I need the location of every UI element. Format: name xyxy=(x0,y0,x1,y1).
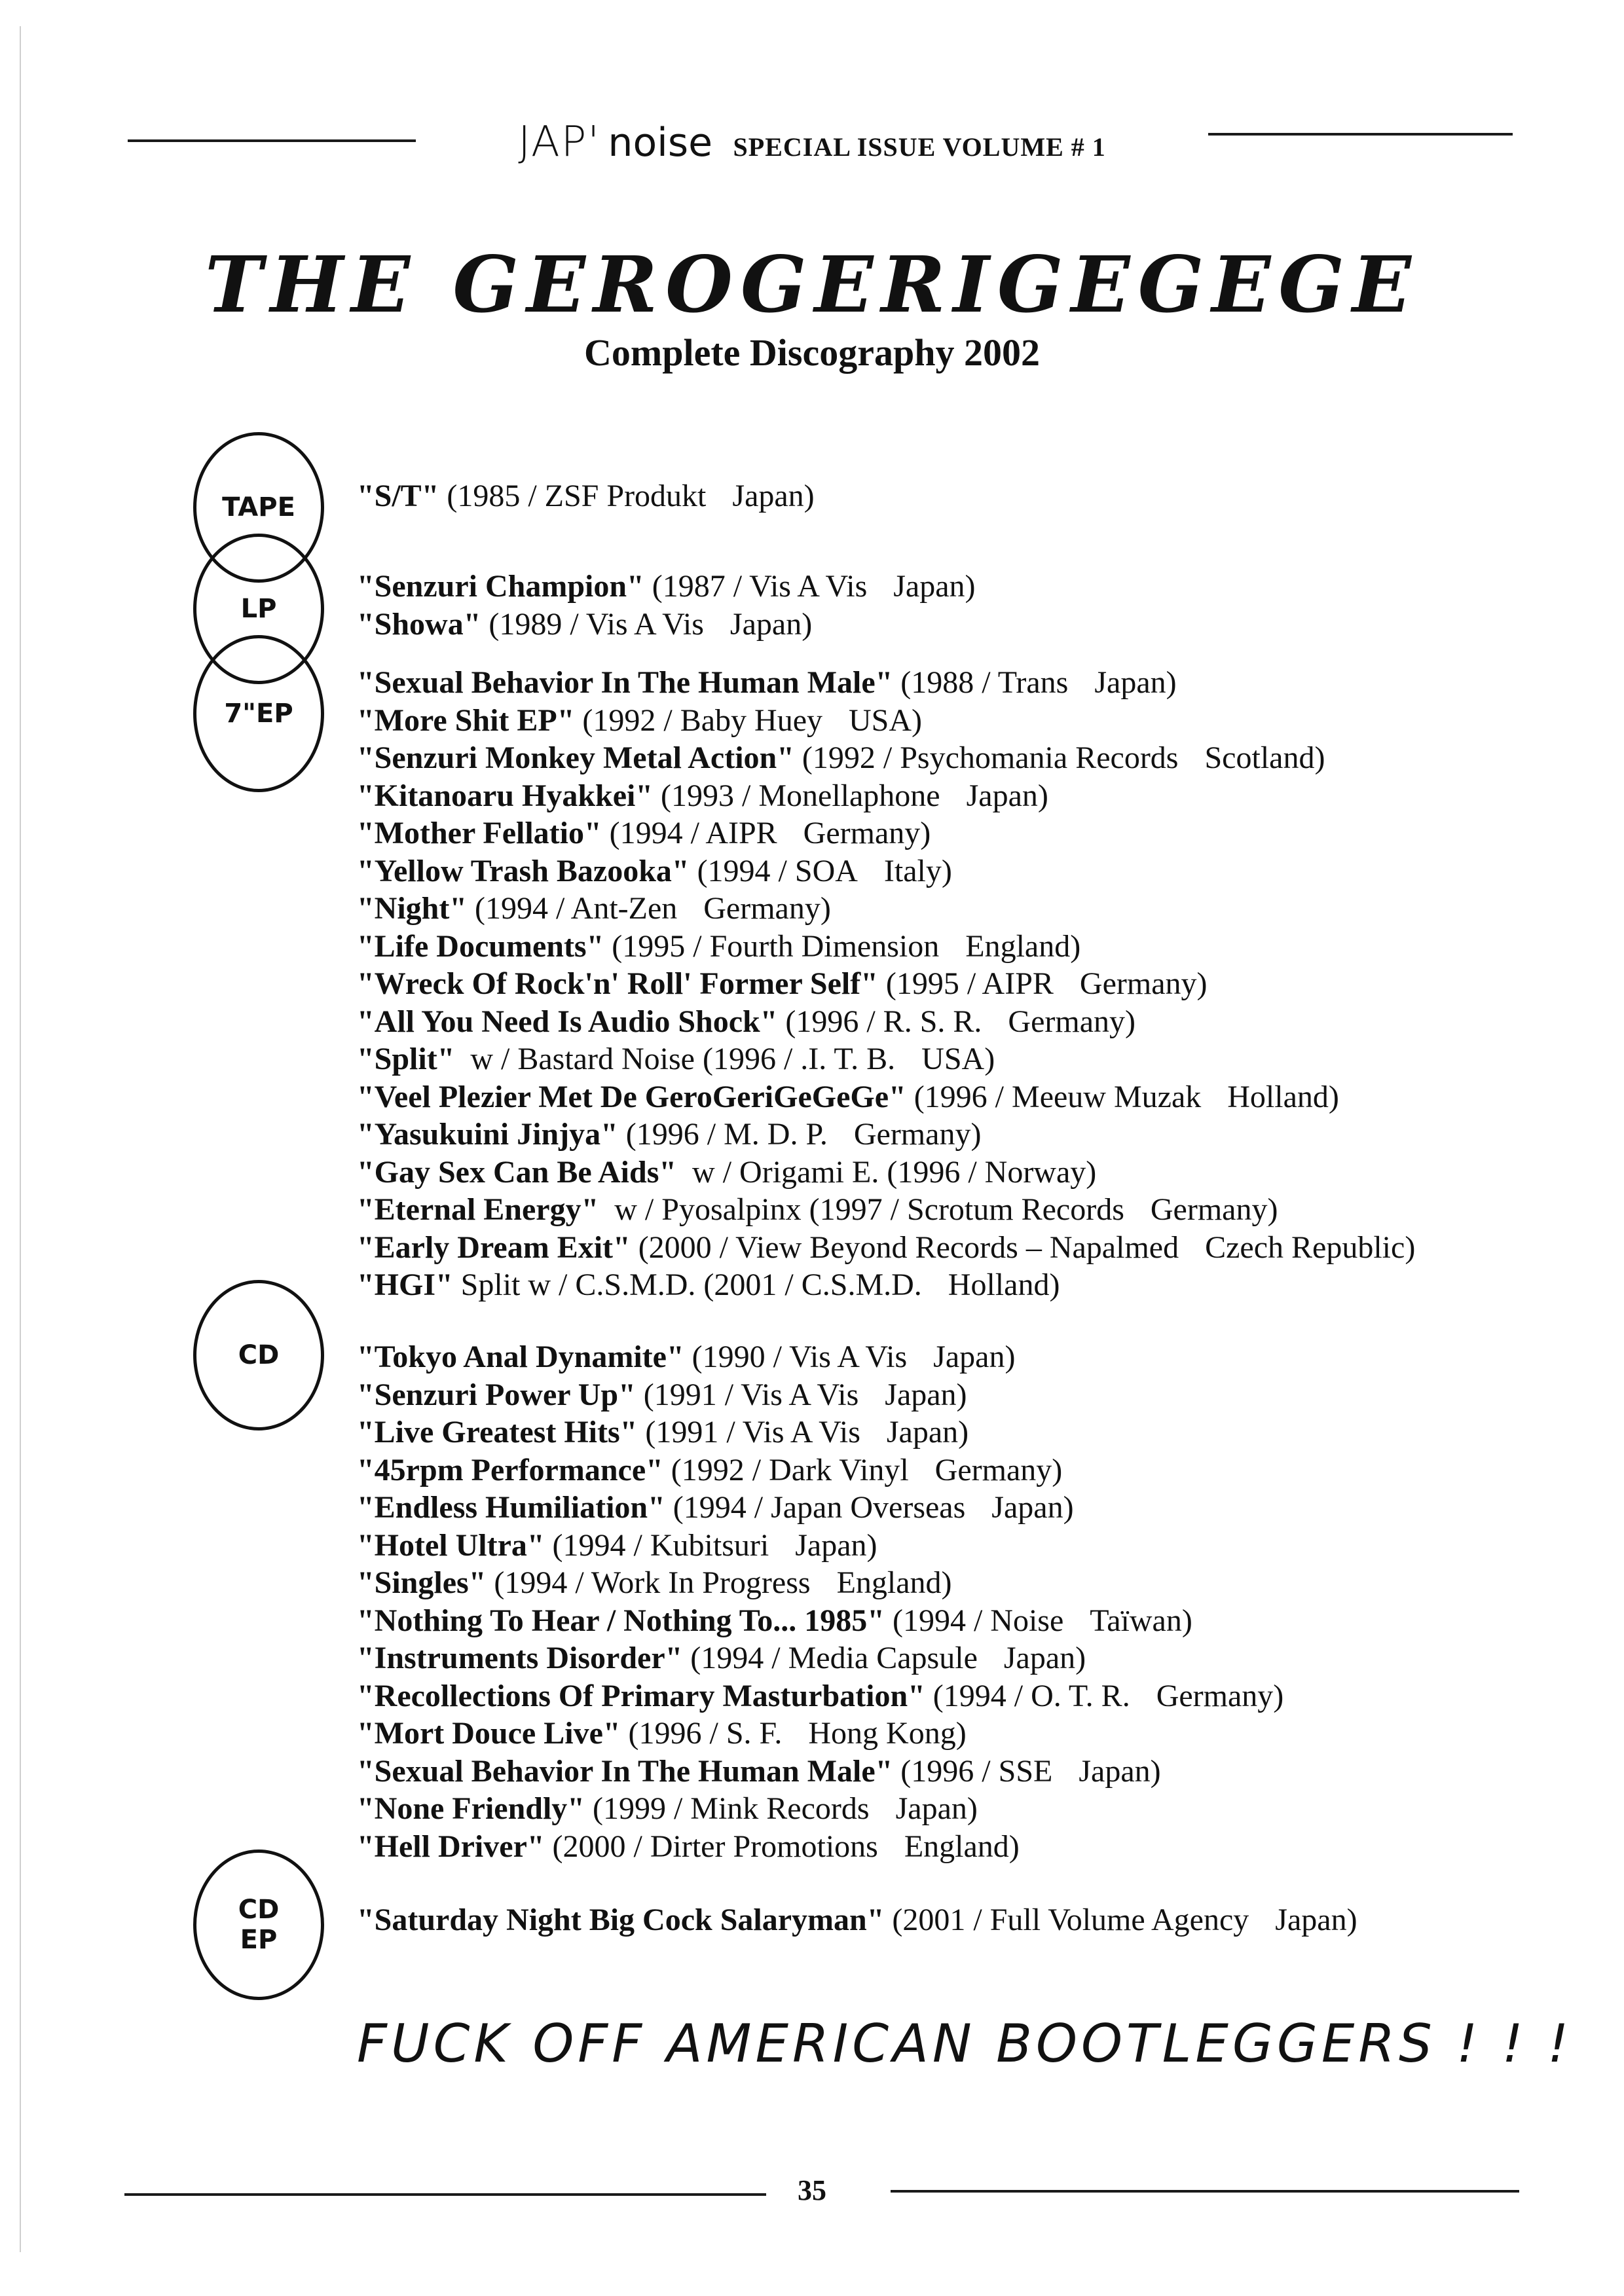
release-details: (1993 / Monellaphone xyxy=(653,778,940,813)
discography-entry xyxy=(357,568,976,604)
release-details: (1989 / Vis A Vis xyxy=(481,606,704,642)
release-title: "None Friendly" xyxy=(357,1791,585,1826)
release-details: (1994 / Japan Overseas xyxy=(665,1490,966,1525)
release-country: Japan) xyxy=(991,1490,1074,1525)
release-details: (1992 / Dark Vinyl xyxy=(663,1452,909,1487)
discography-entry xyxy=(357,1079,1339,1115)
discography-entry xyxy=(357,1041,995,1077)
issue-label: SPECIAL ISSUE VOLUME # 1 xyxy=(733,132,1106,162)
discography-entry xyxy=(357,1565,952,1601)
release-title: "More Shit EP" xyxy=(357,702,575,738)
discography-entry xyxy=(357,815,931,851)
release-country: Japan) xyxy=(729,606,813,642)
release-country: Japan) xyxy=(895,1791,978,1826)
discography-entry xyxy=(357,1452,1062,1488)
badge-label: CD xyxy=(238,1340,280,1370)
release-country: Japan) xyxy=(1275,1903,1357,1937)
slogan: FUCK OFF AMERICAN BOOTLEGGERS ! ! ! xyxy=(357,2013,1573,2074)
release-title: "Gay Sex Can Be Aids" xyxy=(357,1154,677,1190)
release-title: "Sexual Behavior In The Human Male" xyxy=(357,1753,893,1789)
release-country: Germany) xyxy=(1008,1004,1135,1039)
release-country: Scotland) xyxy=(1204,740,1325,775)
release-details: (1994 / SOA xyxy=(689,853,858,888)
release-title: "Hell Driver" xyxy=(357,1829,545,1864)
badge-label: LP xyxy=(240,594,277,624)
discography-entry xyxy=(357,1829,1020,1865)
release-title: "Wreck Of Rock'n' Roll' Former Self" xyxy=(357,966,878,1001)
release-title: "Yellow Trash Bazooka" xyxy=(357,853,690,888)
page-title: THE GEROGERIGEGEGE xyxy=(205,239,1419,330)
release-details: (1994 / AIPR xyxy=(601,816,777,850)
release-country: Japan) xyxy=(933,1339,1016,1374)
discography-entry xyxy=(357,1753,1161,1789)
release-country: USA) xyxy=(921,1042,995,1076)
release-details: (2000 / View Beyond Records – Napalmed xyxy=(630,1230,1179,1265)
release-title: "Showa" xyxy=(357,606,481,642)
cd-badge-icon xyxy=(193,1280,324,1430)
discography-entry xyxy=(357,1489,1074,1525)
release-details: (1996 / S. F. xyxy=(620,1716,783,1751)
release-title: "Eternal Energy" xyxy=(357,1192,599,1227)
release-title: "Early Dream Exit" xyxy=(357,1230,631,1265)
release-country: Japan) xyxy=(1003,1641,1086,1675)
release-title: "Saturday Night Big Cock Salaryman" xyxy=(357,1903,885,1937)
badge-label-line2: EP xyxy=(240,1925,278,1955)
release-details: (1994 / O. T. R. xyxy=(925,1678,1130,1713)
release-country: Holland) xyxy=(1227,1079,1339,1114)
release-country: Czech Republic) xyxy=(1205,1230,1416,1265)
release-country: Germany) xyxy=(703,891,831,926)
release-country: Japan) xyxy=(893,569,976,604)
release-details: (1994 / Kubitsuri xyxy=(544,1527,769,1563)
release-title: "Singles" xyxy=(357,1565,487,1600)
release-country: England) xyxy=(836,1565,952,1600)
release-details: (1996 / M. D. P. xyxy=(618,1117,828,1152)
discography-entry xyxy=(357,966,1207,1002)
release-details: (1992 / Psychomania Records xyxy=(794,740,1179,775)
release-country: Germany) xyxy=(1156,1678,1284,1713)
release-title: "Endless Humiliation" xyxy=(357,1490,665,1525)
release-country: England) xyxy=(965,928,1081,964)
release-title: "Hotel Ultra" xyxy=(357,1527,545,1563)
discography-entry xyxy=(357,1414,969,1450)
release-details: (1994 / Work In Progress xyxy=(486,1565,811,1600)
discography-entry xyxy=(357,853,952,889)
discography-entry xyxy=(357,478,815,514)
release-details: w / Bastard Noise (1996 / .I. T. B. xyxy=(454,1042,896,1076)
release-country: Japan) xyxy=(966,778,1048,813)
release-details: (1996 / SSE xyxy=(893,1753,1053,1789)
release-details: w / Origami E. (1996 / Norway) xyxy=(676,1154,1097,1190)
brand-noise: noise xyxy=(608,120,713,166)
release-details: (1990 / Vis A Vis xyxy=(684,1339,908,1374)
release-details: (1992 / Baby Huey xyxy=(574,702,822,738)
release-country: England) xyxy=(904,1829,1020,1864)
brand-jap: JAP' xyxy=(518,118,600,166)
discography-entry xyxy=(357,1267,1060,1303)
release-title: "Night" xyxy=(357,891,467,926)
release-title: "S/T" xyxy=(357,479,439,513)
release-details: (1994 / Noise xyxy=(884,1603,1064,1638)
release-details: w / Pyosalpinx (1997 / Scrotum Records xyxy=(599,1192,1124,1227)
badge-label: TAPE xyxy=(222,492,295,522)
release-country: Germany) xyxy=(853,1117,982,1152)
discography-entry xyxy=(357,702,922,738)
release-title: "Live Greatest Hits" xyxy=(357,1415,638,1449)
release-title: "Sexual Behavior In The Human Male" xyxy=(357,665,893,700)
discography-entry xyxy=(357,1230,1415,1266)
release-country: Japan) xyxy=(1079,1753,1161,1789)
release-details: (1999 / Mink Records xyxy=(584,1791,870,1826)
release-title: "Life Documents" xyxy=(357,928,604,964)
discography-entry xyxy=(357,778,1048,814)
release-country: Japan) xyxy=(732,479,815,513)
release-details: (1994 / Ant-Zen xyxy=(466,891,678,926)
release-country: USA) xyxy=(849,702,923,738)
footer-rule-left xyxy=(124,2193,766,2196)
release-details: (1996 / R. S. R. xyxy=(777,1004,982,1039)
discography-entry xyxy=(357,1678,1283,1714)
page-number: 35 xyxy=(798,2174,826,2206)
badge-label-line1: CD xyxy=(238,1895,280,1925)
discography-entry xyxy=(357,1902,1357,1938)
release-country: Germany) xyxy=(934,1452,1063,1487)
discography-entry xyxy=(357,665,1177,701)
discography-entry xyxy=(357,606,812,642)
release-details: (1996 / Meeuw Muzak xyxy=(906,1079,1202,1114)
magazine-header xyxy=(0,118,1624,166)
release-title: "Yasukuini Jinjya" xyxy=(357,1117,618,1152)
discography-entry xyxy=(357,928,1080,964)
release-title: "Kitanoaru Hyakkei" xyxy=(357,778,654,813)
release-details: (1995 / AIPR xyxy=(877,966,1054,1001)
release-title: "Mort Douce Live" xyxy=(357,1716,621,1751)
discography-entry xyxy=(357,1603,1192,1639)
discography-entry xyxy=(357,1192,1278,1228)
release-country: Japan) xyxy=(1094,665,1177,700)
release-title: "Veel Plezier Met De GeroGeriGeGeGe" xyxy=(357,1079,906,1114)
release-title: "Nothing To Hear / Nothing To... 1985" xyxy=(357,1603,885,1638)
discography-entry xyxy=(357,1154,1096,1190)
discography-entry xyxy=(357,1377,967,1413)
release-country: Germany) xyxy=(803,816,931,850)
discography-entry xyxy=(357,1715,967,1751)
release-title: "Senzuri Power Up" xyxy=(357,1377,636,1412)
discography-entry xyxy=(357,740,1325,776)
release-details: Split w / C.S.M.D. (2001 / C.S.M.D. xyxy=(452,1267,922,1302)
footer-rule-right xyxy=(891,2190,1519,2193)
release-title: "All You Need Is Audio Shock" xyxy=(357,1004,778,1039)
discography-entry xyxy=(357,890,831,926)
release-details: (2001 / Full Volume Agency xyxy=(884,1903,1249,1937)
release-title: "Tokyo Anal Dynamite" xyxy=(357,1339,684,1374)
discography-entry xyxy=(357,1004,1135,1040)
badge-label: 7"EP xyxy=(224,699,293,729)
release-title: "Recollections Of Primary Masturbation" xyxy=(357,1678,925,1713)
release-country: Japan) xyxy=(795,1527,877,1563)
release-title: "Mother Fellatio" xyxy=(357,816,602,850)
release-details: (1994 / Media Capsule xyxy=(682,1641,978,1675)
discography-entry xyxy=(357,1339,1015,1375)
release-country: Germany) xyxy=(1079,966,1208,1001)
release-details: (1991 / Vis A Vis xyxy=(637,1415,860,1449)
release-country: Japan) xyxy=(885,1377,967,1412)
release-country: Holland) xyxy=(948,1267,1060,1302)
discography-entry xyxy=(357,1791,978,1827)
release-country: Italy) xyxy=(883,853,952,888)
discography-entry xyxy=(357,1116,981,1152)
release-country: Hong Kong) xyxy=(808,1716,967,1751)
release-details: (1991 / Vis A Vis xyxy=(635,1377,859,1412)
release-title: "Senzuri Monkey Metal Action" xyxy=(357,740,794,775)
release-country: Japan) xyxy=(886,1415,969,1449)
page-subtitle: Complete Discography 2002 xyxy=(584,331,1040,374)
cd-ep-badge-icon xyxy=(193,1850,324,2000)
release-title: "HGI" xyxy=(357,1267,453,1302)
seven-inch-ep-badge-icon xyxy=(193,635,324,792)
release-country: Germany) xyxy=(1150,1192,1278,1227)
release-details: (1995 / Fourth Dimension xyxy=(604,928,940,964)
discography-entry xyxy=(357,1527,877,1563)
release-title: "45rpm Performance" xyxy=(357,1452,663,1487)
release-details: (2000 / Dirter Promotions xyxy=(544,1829,878,1864)
release-country: Taïwan) xyxy=(1090,1603,1192,1638)
release-details: (1985 / ZSF Produkt xyxy=(439,479,707,513)
release-details: (1988 / Trans xyxy=(893,665,1069,700)
release-title: "Instruments Disorder" xyxy=(357,1641,683,1675)
discography-entry xyxy=(357,1640,1086,1676)
release-details: (1987 / Vis A Vis xyxy=(644,569,868,604)
release-title: "Senzuri Champion" xyxy=(357,569,644,604)
release-title: "Split" xyxy=(357,1042,455,1076)
